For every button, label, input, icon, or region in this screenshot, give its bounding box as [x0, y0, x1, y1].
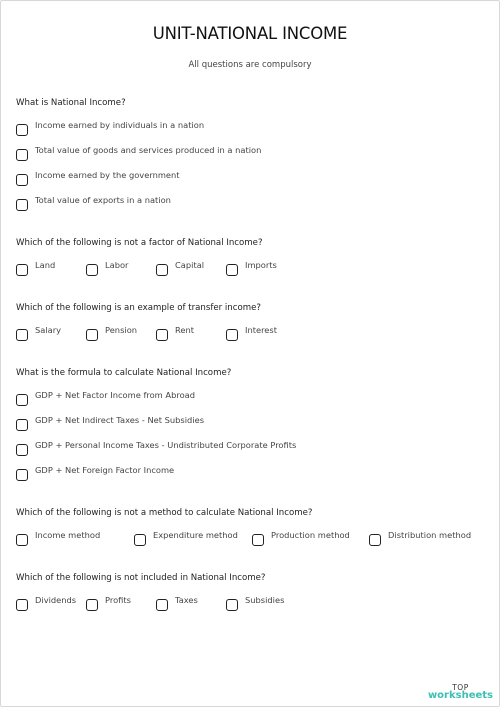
logo-bottom-text: worksheets — [427, 690, 493, 701]
q2-option-2[interactable] — [86, 261, 128, 273]
question-1: What is National Income? — [16, 98, 126, 108]
q6-option-1[interactable] — [16, 596, 76, 608]
option-label: Income method — [35, 530, 101, 540]
option-label: Taxes — [175, 595, 198, 605]
option-label: Expenditure method — [153, 530, 238, 540]
option-label: Profits — [105, 595, 131, 605]
checkbox[interactable] — [16, 124, 28, 136]
checkbox[interactable] — [369, 534, 381, 546]
checkbox[interactable] — [86, 329, 98, 341]
option-label: Interest — [245, 325, 277, 335]
option-label: Total value of exports in a nation — [35, 195, 171, 205]
checkbox[interactable] — [226, 329, 238, 341]
checkbox[interactable] — [16, 394, 28, 406]
option-label: Rent — [175, 325, 195, 335]
question-6: Which of the following is not included in National Income? — [16, 573, 266, 583]
question-3: Which of the following is an example of transfer income? — [16, 303, 261, 313]
q2-option-3[interactable] — [156, 261, 204, 273]
checkbox[interactable] — [16, 444, 28, 456]
option-label: Income earned by individuals in a nation — [35, 120, 205, 130]
q4-option-4[interactable] — [16, 466, 174, 478]
checkbox[interactable] — [16, 329, 28, 341]
q5-option-2[interactable] — [134, 531, 238, 543]
q3-option-2[interactable] — [86, 326, 137, 338]
checkbox[interactable] — [16, 149, 28, 161]
q1-option-4[interactable] — [16, 196, 171, 208]
checkbox[interactable] — [226, 599, 238, 611]
q1-option-1[interactable] — [16, 121, 204, 133]
q2-option-1[interactable] — [16, 261, 55, 273]
q6-option-4[interactable] — [226, 596, 284, 608]
checkbox[interactable] — [16, 264, 28, 276]
checkbox[interactable] — [134, 534, 146, 546]
q2-option-4[interactable] — [226, 261, 277, 273]
checkbox[interactable] — [16, 419, 28, 431]
question-2: Which of the following is not a factor of National Income? — [16, 238, 263, 248]
option-label: Imports — [245, 260, 277, 270]
option-label: Labor — [105, 260, 129, 270]
q5-option-4[interactable] — [369, 531, 471, 543]
page-title: UNIT-NATIONAL INCOME — [152, 24, 348, 43]
option-label: GDP + Net Foreign Factor Income — [35, 465, 175, 475]
option-label: Salary — [35, 325, 62, 335]
q1-option-3[interactable] — [16, 171, 180, 183]
checkbox[interactable] — [16, 469, 28, 481]
option-label: Total value of goods and services produced in a nation — [35, 145, 262, 155]
q3-option-1[interactable] — [16, 326, 61, 338]
checkbox[interactable] — [16, 534, 28, 546]
q1-option-2[interactable] — [16, 146, 261, 158]
checkbox[interactable] — [86, 264, 98, 276]
option-label: GDP + Personal Income Taxes - Undistributed Corporate Profits — [35, 440, 297, 450]
q4-option-1[interactable] — [16, 391, 195, 403]
checkbox[interactable] — [156, 599, 168, 611]
checkbox[interactable] — [156, 329, 168, 341]
q3-option-4[interactable] — [226, 326, 277, 338]
q6-option-3[interactable] — [156, 596, 198, 608]
checkbox[interactable] — [86, 599, 98, 611]
checkbox[interactable] — [16, 174, 28, 186]
logo-top-text: TOP — [452, 682, 469, 692]
option-label: Land — [35, 260, 56, 270]
q6-option-2[interactable] — [86, 596, 131, 608]
option-label: Production method — [271, 530, 350, 540]
option-label: Capital — [175, 260, 205, 270]
checkbox[interactable] — [156, 264, 168, 276]
q4-option-2[interactable] — [16, 416, 204, 428]
question-5: Which of the following is not a method to calculate National Income? — [16, 508, 313, 518]
q5-option-3[interactable] — [252, 531, 350, 543]
option-label: Income earned by the government — [35, 170, 180, 180]
option-label: GDP + Net Indirect Taxes - Net Subsidies — [35, 415, 205, 425]
option-label: GDP + Net Factor Income from Abroad — [35, 390, 195, 400]
checkbox[interactable] — [16, 599, 28, 611]
question-4: What is the formula to calculate National Income? — [16, 368, 232, 378]
checkbox[interactable] — [16, 199, 28, 211]
option-label: Pension — [105, 325, 138, 335]
q3-option-3[interactable] — [156, 326, 194, 338]
q4-option-3[interactable] — [16, 441, 296, 453]
option-label: Distribution method — [388, 530, 472, 540]
q5-option-1[interactable] — [16, 531, 100, 543]
page-subtitle: All questions are compulsory — [188, 60, 312, 70]
checkbox[interactable] — [226, 264, 238, 276]
topworksheets-logo[interactable] — [428, 684, 493, 702]
option-label: Subsidies — [245, 595, 285, 605]
option-label: Dividends — [35, 595, 77, 605]
checkbox[interactable] — [252, 534, 264, 546]
